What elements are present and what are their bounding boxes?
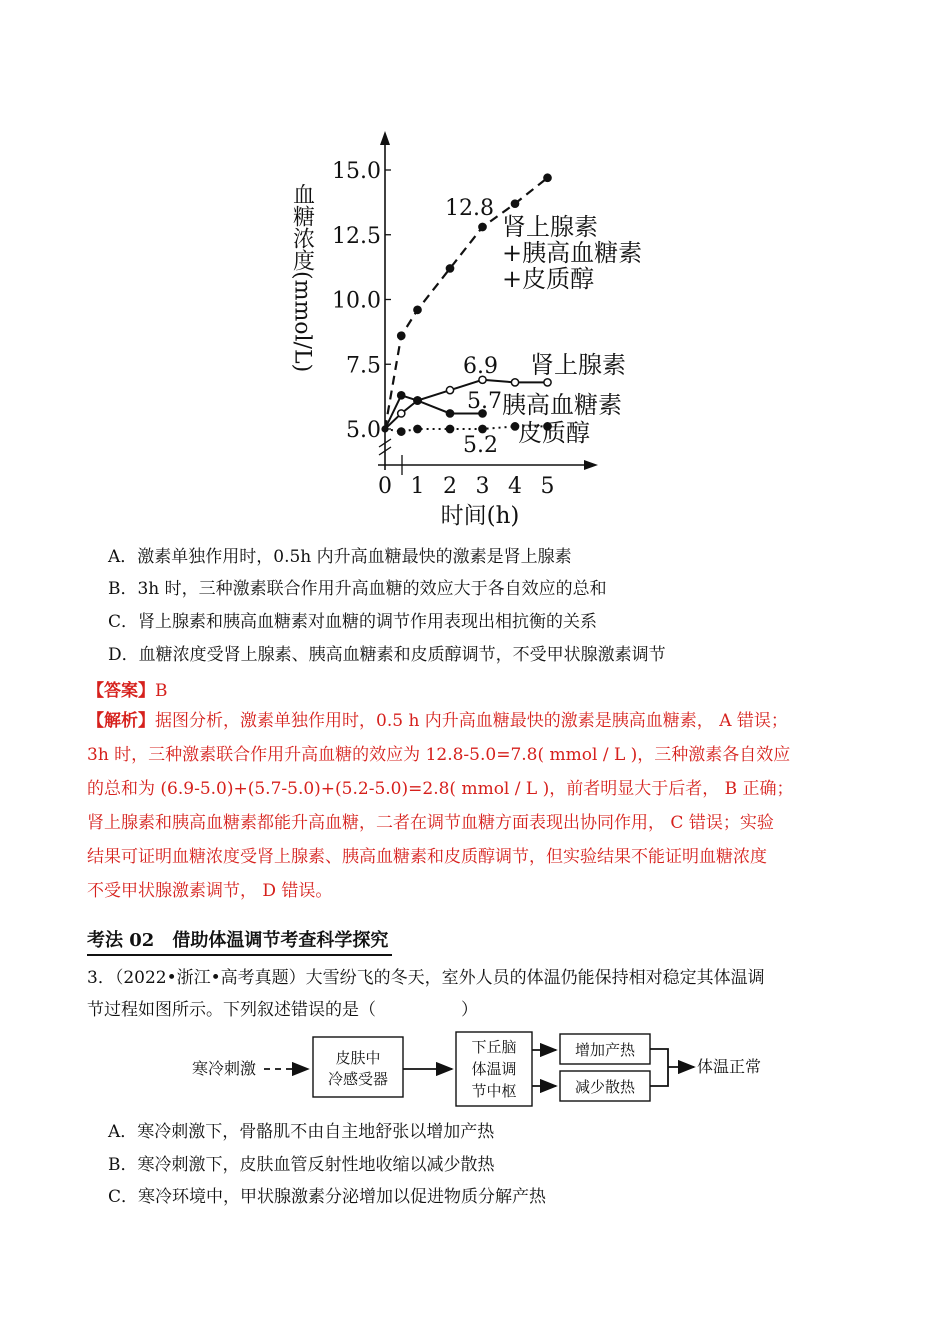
flow-box-receptor-line-2: 冷感受器 bbox=[327, 1070, 389, 1088]
analysis bbox=[87, 704, 869, 908]
answer-value: B bbox=[155, 681, 168, 701]
data-point bbox=[414, 425, 421, 432]
question-3 bbox=[87, 962, 765, 1026]
data-label: 5.2 bbox=[463, 433, 498, 458]
series-label: 肾上腺素 bbox=[530, 351, 626, 379]
x-axis-label: 时间(h) bbox=[440, 503, 520, 529]
x-tick-label: 2 bbox=[443, 474, 457, 499]
data-label: 5.7 bbox=[467, 389, 502, 414]
y-axis-label: 血糖浓度(mmol/L) bbox=[289, 183, 315, 373]
analysis-label: 【解析】 bbox=[87, 711, 155, 731]
y-tick-label: 7.5 bbox=[346, 353, 381, 379]
analysis-line-5: 结果可证明血糖浓度受肾上腺素、胰高血糖素和皮质醇调节，但实验结果不能证明血糖浓度 bbox=[87, 847, 767, 867]
data-label: 12.8 bbox=[445, 196, 494, 221]
flow-box-hypothalamus-line-2: 体温调 bbox=[471, 1060, 517, 1078]
x-tick-label: 0 bbox=[378, 474, 392, 499]
q3-option-a: A．寒冷刺激下，骨骼肌不由自主地舒张以增加产热 bbox=[108, 1122, 495, 1142]
flow-box-hypothalamus-line-1: 下丘脑 bbox=[471, 1038, 517, 1056]
merge-bracket bbox=[650, 1049, 676, 1086]
x-tick-label: 4 bbox=[508, 474, 522, 499]
flow-box-heat-loss-label: 减少散热 bbox=[574, 1078, 636, 1096]
data-point bbox=[544, 174, 551, 181]
flow-box-hypothalamus-line-3: 节中枢 bbox=[471, 1082, 517, 1100]
analysis-line-4: 肾上腺素和胰高血糖素都能升高血糖，二者在调节血糖方面表现出协同作用， C 错误；实验 bbox=[87, 813, 774, 833]
flow-box-receptor-line-1: 皮肤中 bbox=[335, 1049, 381, 1067]
option-d: D．血糖浓度受肾上腺素、胰高血糖素和皮质醇调节，不受甲状腺激素调节 bbox=[108, 645, 666, 665]
data-point bbox=[544, 379, 551, 386]
y-tick-label: 12.5 bbox=[332, 223, 381, 249]
data-point bbox=[446, 425, 453, 432]
x-tick-label: 1 bbox=[410, 474, 425, 499]
q3-option-b: B．寒冷刺激下，皮肤血管反射性地收缩以减少散热 bbox=[108, 1155, 495, 1175]
flow-box-heat-production-label: 增加产热 bbox=[574, 1041, 636, 1059]
analysis-line-1: 据图分析，激素单独作用时，0.5 h 内升高血糖最快的激素是胰高血糖素， A 错误； bbox=[155, 711, 788, 731]
x-axis-arrow bbox=[584, 460, 598, 470]
analysis-line-6: 不受甲状腺激素调节， D 错误。 bbox=[87, 881, 333, 901]
section-title: 考法 02 借助体温调节考查科学探究 bbox=[87, 928, 392, 956]
data-point bbox=[511, 200, 518, 207]
data-point bbox=[446, 410, 453, 417]
y-axis-arrow bbox=[380, 131, 390, 145]
series-label: 肾上腺素 bbox=[502, 213, 598, 241]
flow-stimulus: 寒冷刺激 bbox=[192, 1059, 257, 1078]
analysis-line-2: 3h 时，三种激素联合作用升高血糖的效应为 12.8-5.0=7.8( mmol / L )，三种激素各自效应 bbox=[87, 745, 791, 765]
data-point bbox=[414, 306, 421, 313]
x-tick-label: 3 bbox=[475, 474, 490, 499]
y-tick-label: 10.0 bbox=[332, 288, 381, 314]
thermoregulation-flow-diagram bbox=[180, 1030, 780, 1110]
question-3-line-1: 3．（2022•浙江•高考真题）大雪纷飞的冬天，室外人员的体温仍能保持相对稳定其体温调 bbox=[87, 968, 765, 988]
x-tick-label: 5 bbox=[540, 474, 555, 499]
series-label: +胰高血糖素 bbox=[502, 239, 643, 267]
data-point bbox=[398, 410, 405, 417]
data-point bbox=[398, 428, 405, 435]
option-b: B．3h 时，三种激素联合作用升高血糖的效应大于各自效应的总和 bbox=[108, 579, 607, 599]
data-point bbox=[446, 387, 453, 394]
flow-result: 体温正常 bbox=[697, 1057, 762, 1076]
data-point bbox=[398, 332, 405, 339]
flow-box-receptor bbox=[313, 1037, 403, 1097]
analysis-line-3: 的总和为 (6.9-5.0)+(5.7-5.0)+(5.2-5.0)=2.8( mmol / L )，前者明显大于后者， B 正确； bbox=[87, 779, 794, 799]
data-point bbox=[398, 392, 405, 399]
y-tick-label: 15.0 bbox=[332, 159, 381, 184]
data-point bbox=[511, 379, 518, 386]
data-point bbox=[479, 223, 486, 230]
blood-glucose-chart bbox=[280, 125, 680, 530]
data-label: 6.9 bbox=[463, 354, 498, 379]
series-label: +皮质醇 bbox=[502, 265, 595, 293]
data-point bbox=[446, 265, 453, 272]
series-label: 胰高血糖素 bbox=[502, 391, 622, 419]
y-tick-label: 5.0 bbox=[346, 418, 381, 443]
q3-option-c: C．寒冷环境中，甲状腺激素分泌增加以促进物质分解产热 bbox=[108, 1187, 547, 1207]
series-label: 皮质醇 bbox=[518, 419, 590, 447]
option-c: C．肾上腺素和胰高血糖素对血糖的调节作用表现出相抗衡的关系 bbox=[108, 612, 598, 632]
option-a: A．激素单独作用时，0.5h 内升高血糖最快的激素是肾上腺素 bbox=[108, 547, 572, 567]
data-point bbox=[479, 425, 486, 432]
data-point bbox=[381, 425, 388, 432]
data-point bbox=[414, 397, 421, 404]
question-3-line-2: 节过程如图所示。下列叙述错误的是（ ） bbox=[87, 1000, 478, 1020]
answer-label: 【答案】 bbox=[87, 681, 155, 701]
